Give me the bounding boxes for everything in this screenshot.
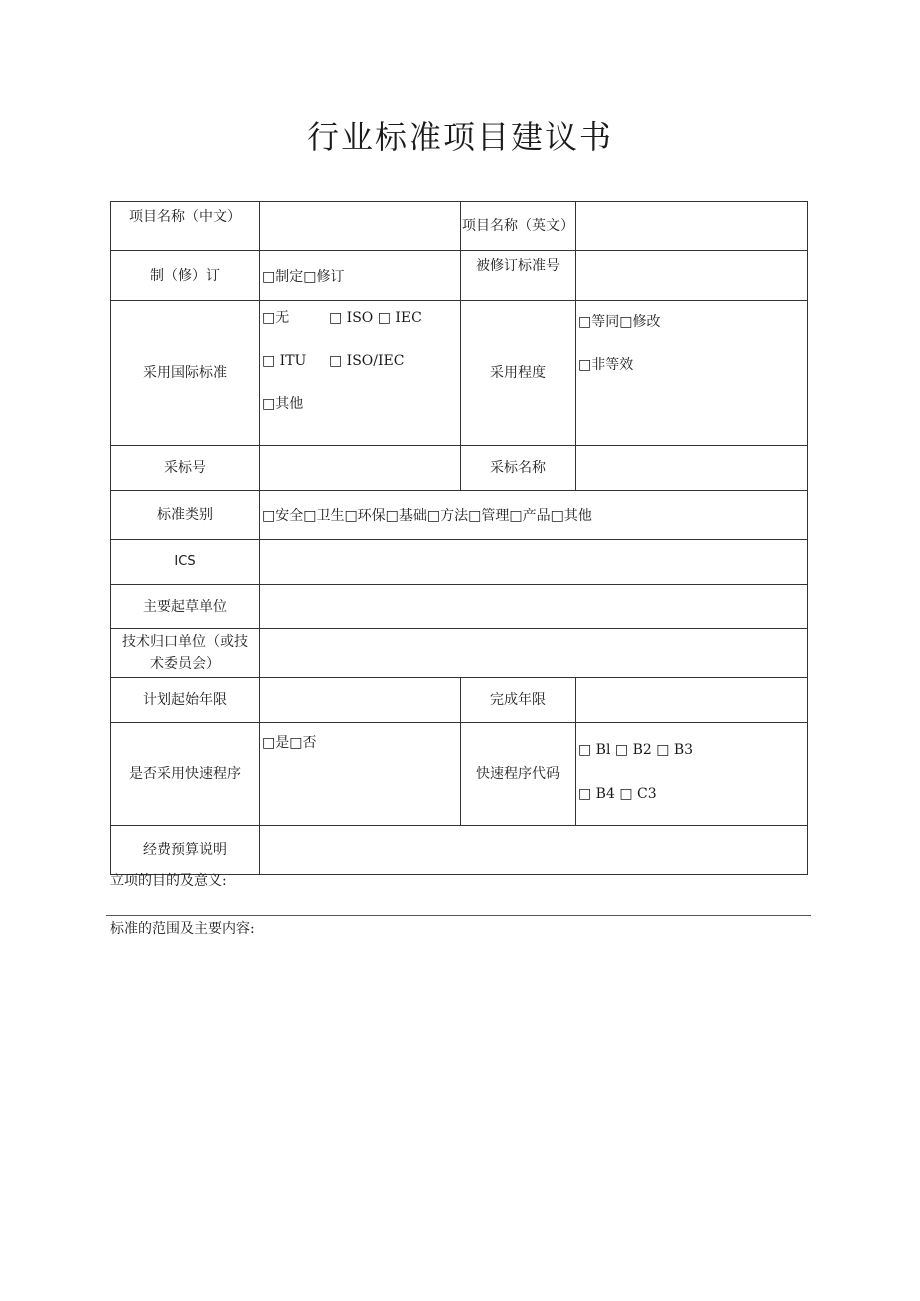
- completion-field[interactable]: [576, 678, 808, 723]
- category-label: 标准类别: [111, 491, 260, 540]
- revised-std-no-label: 被修订标准号: [461, 251, 576, 301]
- intl-std-iso-slash-iec-option[interactable]: □ ISO/IEC: [329, 353, 405, 369]
- revised-std-no-field[interactable]: [576, 251, 808, 301]
- intl-std-options: [260, 301, 461, 446]
- name-en-label: 项目名称（英文）: [461, 202, 576, 251]
- plan-start-field[interactable]: [260, 678, 461, 723]
- purpose-label: 立项的目的及意义:: [110, 873, 227, 889]
- proposal-form-table: [110, 201, 808, 875]
- fast-track-label: 是否采用快速程序: [111, 723, 260, 826]
- category-options[interactable]: □安全□卫生□环保□基础□方法□管理□产品□其他: [260, 491, 808, 540]
- fast-track-options[interactable]: □是□否: [260, 723, 461, 826]
- document-title: 行业标准项目建议书: [306, 118, 613, 156]
- tech-unit-field[interactable]: [260, 629, 808, 678]
- intl-std-iso-iec-option[interactable]: □ ISO □ IEC: [329, 310, 422, 326]
- budget-label: 经费预算说明: [111, 826, 260, 875]
- adoption-degree-options: [576, 301, 808, 446]
- fast-code-label: 快速程序代码: [461, 723, 576, 826]
- intl-std-label: 采用国际标准: [111, 301, 260, 446]
- adoption-degree-label: 采用程度: [461, 301, 576, 446]
- budget-field[interactable]: [260, 826, 808, 875]
- adoption-degree-line-2[interactable]: □非等效: [578, 357, 634, 373]
- tech-unit-label: 技术归口单位（或技术委员会）: [111, 629, 260, 678]
- intl-std-other-option[interactable]: □其他: [262, 396, 304, 412]
- fast-code-line-1[interactable]: □ Bl □ B2 □ B3: [578, 742, 694, 758]
- section-divider: [106, 915, 811, 916]
- name-en-field[interactable]: [576, 202, 808, 251]
- intl-std-none-option[interactable]: □无: [262, 310, 290, 326]
- plan-start-label: 计划起始年限: [111, 678, 260, 723]
- fast-code-line-2[interactable]: □ B4 □ C3: [578, 786, 657, 802]
- adopted-no-field[interactable]: [260, 446, 461, 491]
- adoption-degree-line-1[interactable]: □等同□修改: [578, 314, 661, 330]
- scope-label: 标准的范围及主要内容:: [110, 921, 255, 937]
- drafting-unit-label: 主要起草单位: [111, 585, 260, 629]
- adopted-name-field[interactable]: [576, 446, 808, 491]
- ics-label: ICS: [111, 540, 260, 585]
- fast-code-options: [576, 723, 808, 826]
- adopted-name-label: 采标名称: [461, 446, 576, 491]
- name-cn-field[interactable]: [260, 202, 461, 251]
- adopted-no-label: 采标号: [111, 446, 260, 491]
- revision-label: 制（修）订: [111, 251, 260, 301]
- name-cn-label: 项目名称（中文）: [111, 202, 260, 251]
- revision-options[interactable]: □制定□修订: [260, 251, 461, 301]
- ics-field[interactable]: [260, 540, 808, 585]
- intl-std-itu-option[interactable]: □ ITU: [262, 353, 307, 369]
- drafting-unit-field[interactable]: [260, 585, 808, 629]
- completion-label: 完成年限: [461, 678, 576, 723]
